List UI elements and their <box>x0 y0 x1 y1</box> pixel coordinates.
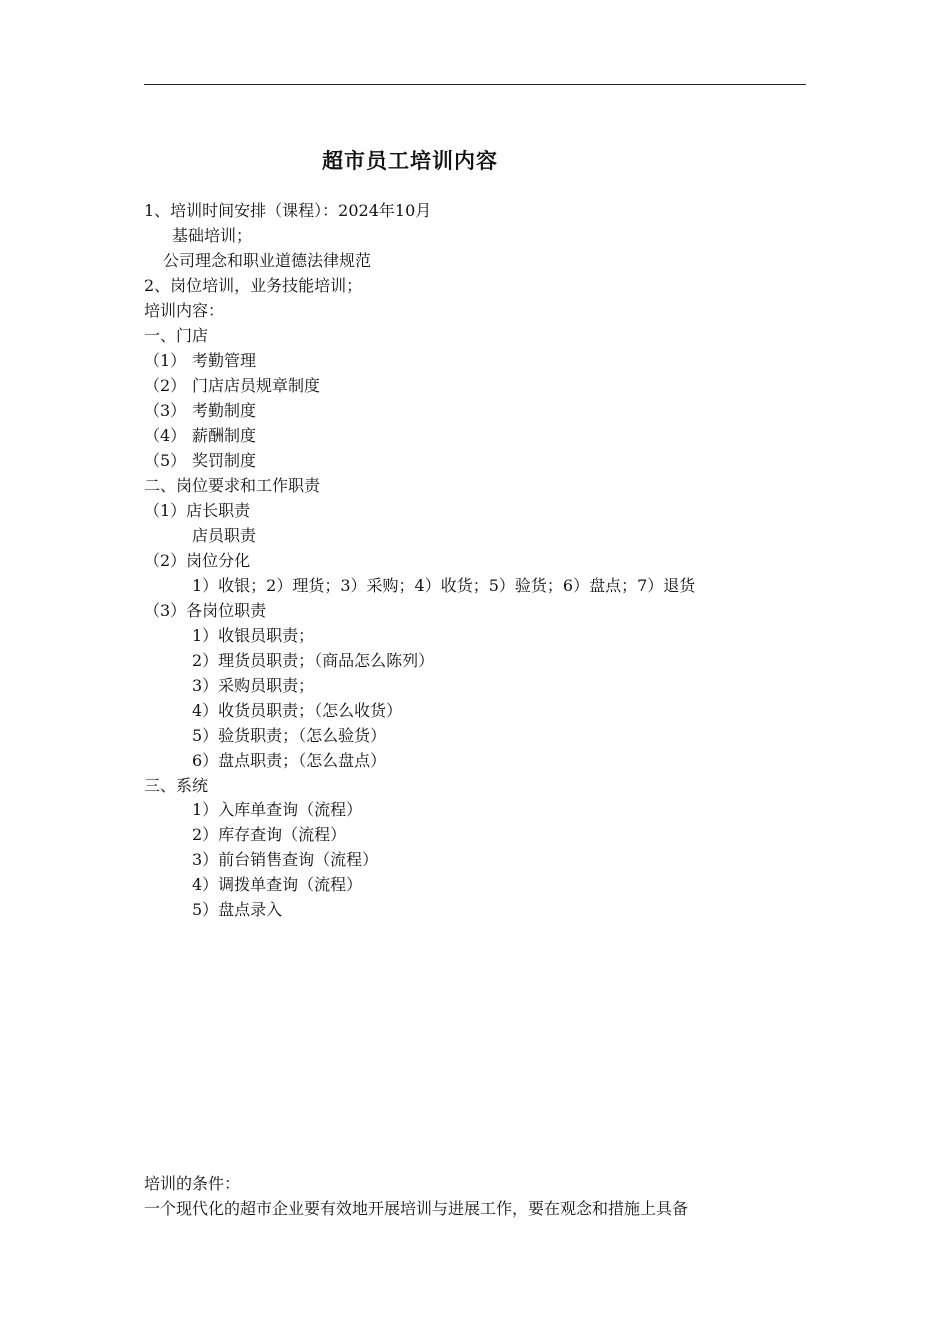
list-item: 3）前台销售查询（流程） <box>192 850 379 869</box>
position-training-line: 2、岗位培训，业务技能培训； <box>144 276 363 295</box>
clerk-duties-line: 店员职责 <box>192 526 257 545</box>
list-item: 4）调拨单查询（流程） <box>192 875 363 894</box>
list-item: 2）理货员职责；（商品怎么陈列） <box>192 651 435 670</box>
section-heading-duties: 二、岗位要求和工作职责 <box>144 476 321 495</box>
item-number: （4） <box>144 426 187 445</box>
section-heading-store: 一、门店 <box>144 326 209 345</box>
list-item: 5）验货职责；（怎么验货） <box>192 726 387 745</box>
conditions-text: 一个现代化的超市企业要有效地开展培训与进展工作，要在观念和措施上具备 <box>144 1199 689 1218</box>
list-item: 1）入库单查询（流程） <box>192 800 363 819</box>
document-title: 超市员工培训内容 <box>322 148 498 173</box>
position-list-line: 1）收银；2）理货；3）采购；4）收货；5）验货；6）盘点；7）退货 <box>192 576 696 595</box>
item-text: 考勤管理 <box>192 351 257 370</box>
item-text: 考勤制度 <box>192 401 257 420</box>
list-item <box>144 424 256 448</box>
item-text: 门店店员规章制度 <box>192 376 321 395</box>
section-heading-system: 三、系统 <box>144 776 209 795</box>
list-item: 1）收银员职责； <box>192 626 315 645</box>
item-number: （2） <box>144 376 187 395</box>
content-heading: 培训内容： <box>144 301 225 320</box>
list-item: 5）盘点录入 <box>192 900 283 919</box>
position-duties-line: （3）各岗位职责 <box>144 601 267 620</box>
conditions-heading: 培训的条件： <box>144 1174 241 1193</box>
schedule-line: 1、培训时间安排（课程）：2024年10月 <box>144 201 432 220</box>
item-number: （1） <box>144 351 187 370</box>
list-item <box>144 449 256 473</box>
list-item: 4）收货员职责；（怎么收货） <box>192 701 403 720</box>
position-division-line: （2）岗位分化 <box>144 551 251 570</box>
company-philosophy-line: 公司理念和职业道德法律规范 <box>163 251 372 270</box>
header-rule <box>144 84 806 85</box>
list-item: 6）盘点职责；（怎么盘点） <box>192 751 387 770</box>
list-item: 3）采购员职责； <box>192 676 315 695</box>
manager-duties-line: （1）店长职责 <box>144 501 251 520</box>
list-item <box>144 374 320 398</box>
item-number: （3） <box>144 401 187 420</box>
item-number: （5） <box>144 451 187 470</box>
item-text: 薪酬制度 <box>192 426 257 445</box>
list-item <box>144 349 256 373</box>
basic-training-line: 基础培训； <box>172 226 253 245</box>
list-item <box>144 399 256 423</box>
list-item: 2）库存查询（流程） <box>192 825 347 844</box>
item-text: 奖罚制度 <box>192 451 257 470</box>
